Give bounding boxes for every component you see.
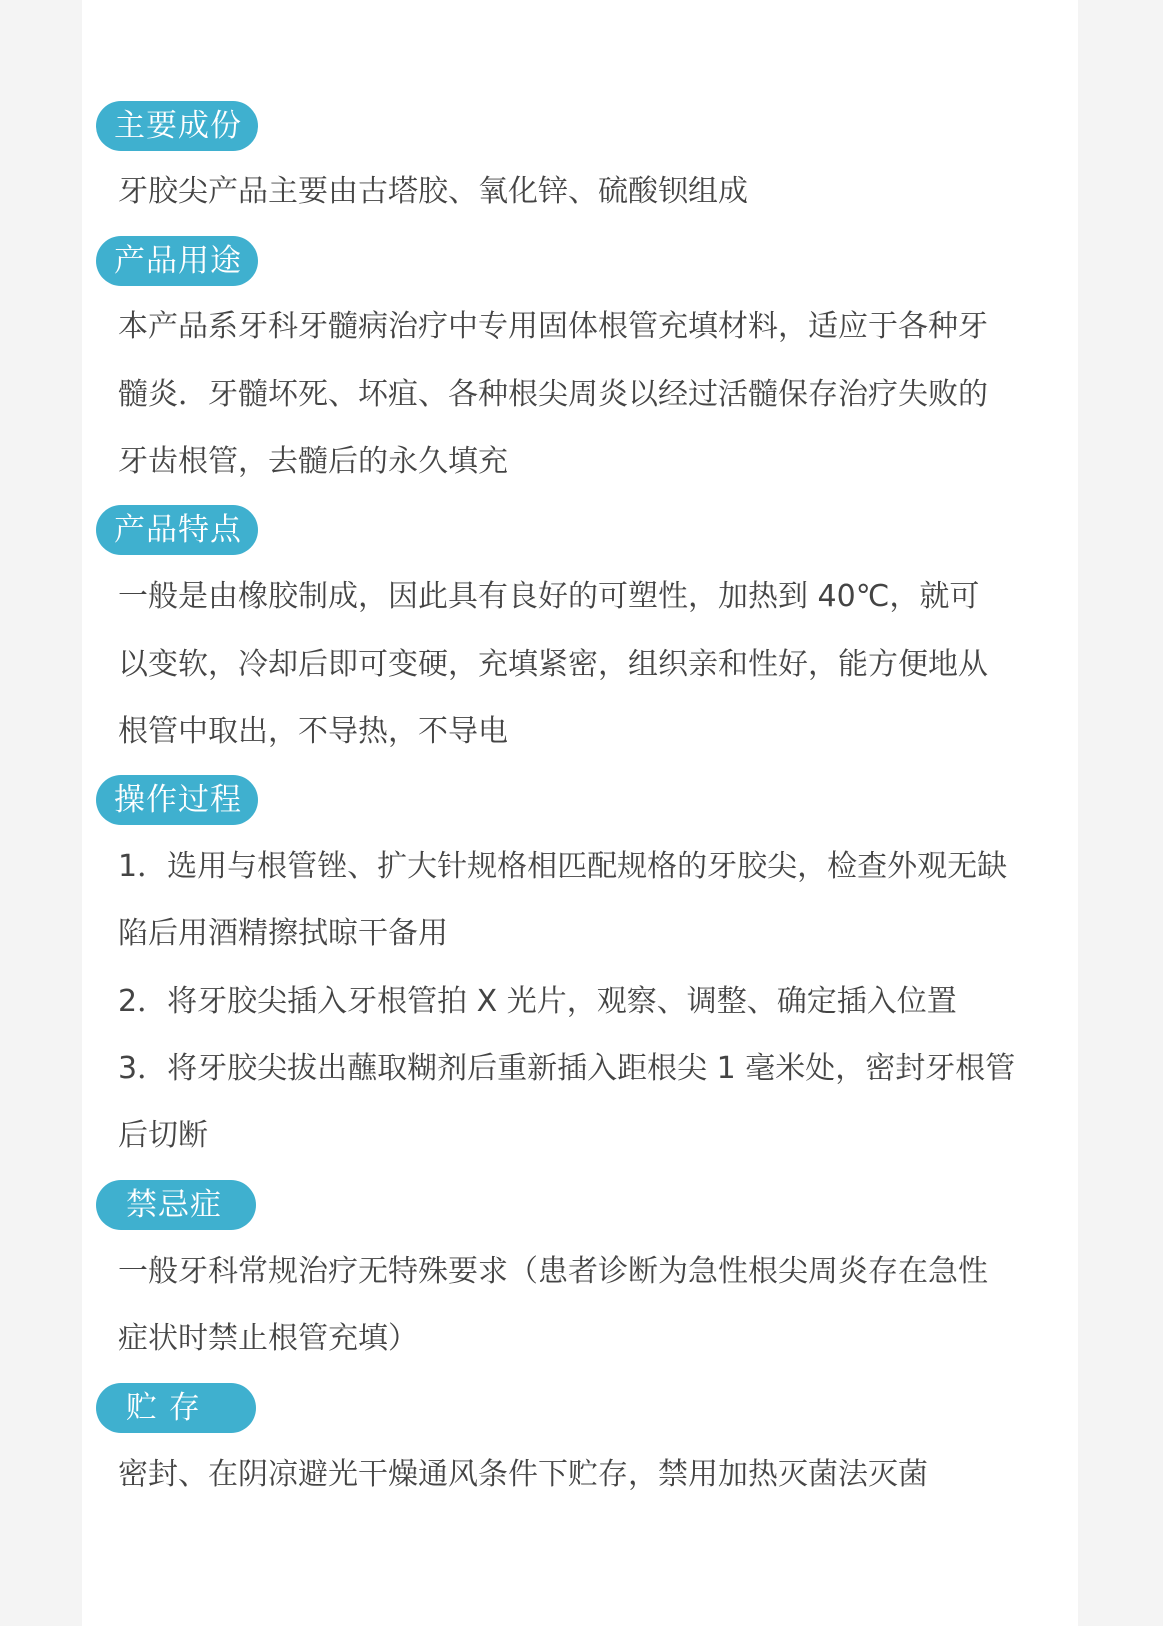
procedure-text-line-2: 陷后用酒精擦拭晾干备用	[118, 916, 448, 951]
contraindications-text-line-1: 一般牙科常规治疗无特殊要求（患者诊断为急性根尖周炎存在急性	[118, 1254, 988, 1289]
ingredients-text-line-1: 牙胶尖产品主要由古塔胶、氧化锌、硫酸钡组成	[118, 174, 748, 209]
heading-features: 产品特点	[96, 505, 258, 555]
contraindications-text-line-2: 症状时禁止根管充填）	[118, 1321, 418, 1356]
heading-contraindications: 禁忌症	[96, 1180, 256, 1230]
heading-ingredients: 主要成份	[96, 101, 258, 151]
procedure-text-line-3: 2．将牙胶尖插入牙根管拍 X 光片，观察、调整、确定插入位置	[118, 984, 957, 1019]
procedure-text-line-1: 1．选用与根管锉、扩大针规格相匹配规格的牙胶尖，检查外观无缺	[118, 849, 1008, 884]
features-text-line-1: 一般是由橡胶制成，因此具有良好的可塑性，加热到 40℃，就可	[118, 579, 980, 614]
features-text-line-2: 以变软，冷却后即可变硬，充填紧密，组织亲和性好，能方便地从	[118, 647, 988, 682]
heading-usage: 产品用途	[96, 236, 258, 286]
heading-storage: 贮 存	[96, 1383, 256, 1433]
usage-text-line-1: 本产品系牙科牙髓病治疗中专用固体根管充填材料，适应于各种牙	[118, 309, 988, 344]
usage-text-line-3: 牙齿根管，去髓后的永久填充	[118, 444, 508, 479]
heading-procedure: 操作过程	[96, 775, 258, 825]
storage-text-line-1: 密封、在阴凉避光干燥通风条件下贮存，禁用加热灭菌法灭菌	[118, 1457, 928, 1492]
usage-text-line-2: 髓炎．牙髓坏死、坏疽、各种根尖周炎以经过活髓保存治疗失败的	[118, 377, 988, 412]
procedure-text-line-5: 后切断	[118, 1118, 208, 1153]
features-text-line-3: 根管中取出，不导热，不导电	[118, 714, 508, 749]
procedure-text-line-4: 3．将牙胶尖拔出蘸取糊剂后重新插入距根尖 1 毫米处，密封牙根管	[118, 1051, 1016, 1086]
